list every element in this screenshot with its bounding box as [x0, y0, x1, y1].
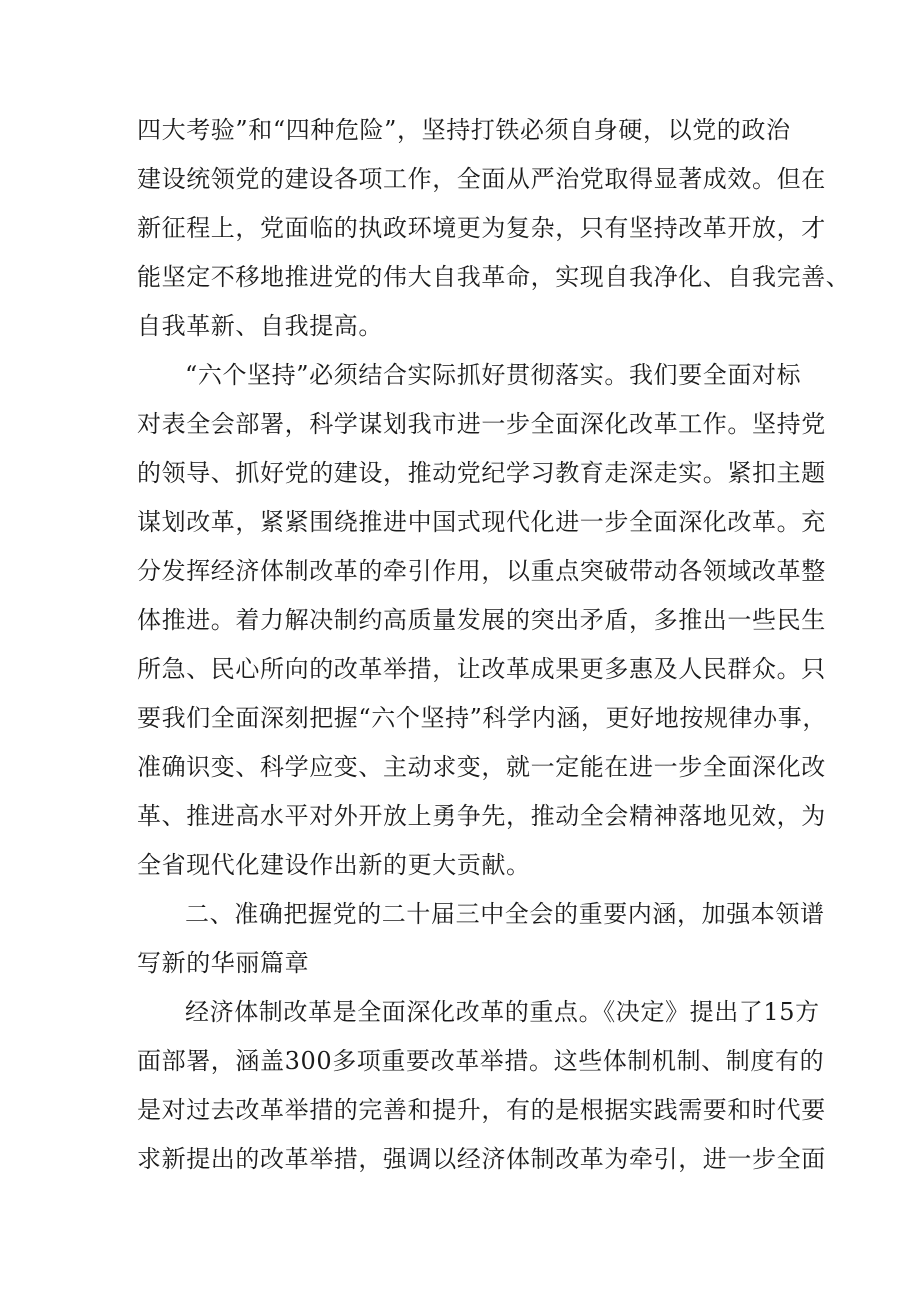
text-line: 面部署，涵盖300多项重要改革举措。这些体制机制、制度有的	[137, 1047, 825, 1075]
text-line: 谋划改革，紧紧围绕推进中国式现代化进一步全面深化改革。充	[137, 508, 826, 536]
paragraph-start-line: “六个坚持”必须结合实际抓好贯彻落实。我们要全面对标	[185, 361, 802, 389]
text-line: 四大考验”和“四种危险”，坚持打铁必须自身硬，以党的政治	[137, 116, 791, 144]
text-line: 是对过去改革举措的完善和提升，有的是根据实践需要和时代要	[137, 1096, 826, 1124]
text-line: 准确识变、科学应变、主动求变，就一定能在进一步全面深化改	[137, 753, 826, 781]
text-line: 求新提出的改革举措，强调以经济体制改革为牵引，进一步全面	[137, 1145, 826, 1173]
text-line: 革、推进高水平对外开放上勇争先，推动全会精神落地见效，为	[137, 802, 826, 830]
text-line: 所急、民心所向的改革举措，让改革成果更多惠及人民群众。只	[137, 655, 826, 683]
text-line: 新征程上，党面临的执政环境更为复杂，只有坚持改革开放，才	[137, 214, 826, 242]
text-line: 的领导、抓好党的建设，推动党纪学习教育走深走实。紧扣主题	[137, 459, 826, 487]
text-line: 能坚定不移地推进党的伟大自我革命，实现自我净化、自我完善、	[137, 263, 851, 291]
section-heading-line: 写新的华丽篇章	[137, 949, 310, 977]
text-line: 全省现代化建设作出新的更大贡献。	[137, 851, 531, 879]
text-line: 建设统领党的建设各项工作，全面从严治党取得显著成效。但在	[137, 165, 826, 193]
text-line: 自我革新、自我提高。	[137, 312, 383, 340]
section-heading-line: 二、准确把握党的二十届三中全会的重要内涵，加强本领谱	[185, 900, 825, 928]
paragraph-start-line: 经济体制改革是全面深化改革的重点。《决定》提出了15方	[185, 998, 820, 1026]
text-line: 要我们全面深刻把握“六个坚持”科学内涵，更好地按规律办事，	[137, 704, 827, 732]
text-line: 对表全会部署，科学谋划我市进一步全面深化改革工作。坚持党	[137, 410, 826, 438]
text-line: 分发挥经济体制改革的牵引作用，以重点突破带动各领域改革整	[137, 557, 826, 585]
text-line: 体推进。着力解决制约高质量发展的突出矛盾，多推出一些民生	[137, 606, 826, 634]
